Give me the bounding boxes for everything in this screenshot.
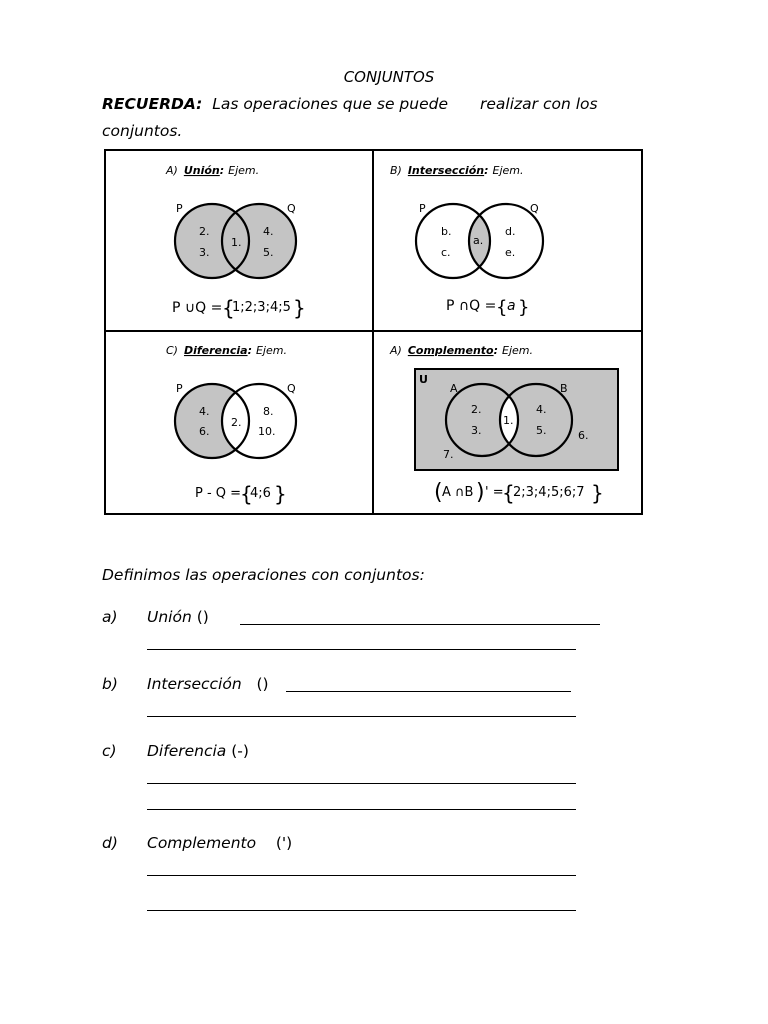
answer-line[interactable] bbox=[147, 910, 576, 911]
formula-set: 4;6 bbox=[250, 486, 271, 501]
item-symbol: (') bbox=[275, 834, 293, 852]
svg-text:A)Unión:Ejem.: A) Unión: Ejem. bbox=[166, 164, 260, 177]
recuerda-label: RECUERDA: bbox=[102, 95, 203, 113]
venn-element: 3. bbox=[199, 246, 210, 259]
set-label-q: Q bbox=[287, 202, 296, 215]
panel-ejem: Ejem. bbox=[228, 164, 260, 177]
recuerda-text-1: Las operaciones que se puede bbox=[212, 95, 448, 113]
recuerda-line bbox=[102, 95, 598, 113]
formula-lhs: P ∩Q = bbox=[446, 298, 497, 314]
venn-element: 4. bbox=[536, 403, 547, 416]
answer-line[interactable] bbox=[147, 716, 576, 717]
formula-lhs: P ∪Q = bbox=[172, 300, 223, 316]
svg-text:}: } bbox=[591, 481, 604, 505]
set-label-p: P bbox=[176, 202, 183, 215]
svg-text:}: } bbox=[293, 296, 306, 320]
answer-line[interactable] bbox=[147, 649, 576, 650]
venn-element: 7. bbox=[443, 448, 454, 461]
formula-set: 2;3;4;5;6;7 bbox=[513, 485, 585, 500]
panel-ejem: Ejem. bbox=[502, 344, 533, 357]
panel-name: Unión bbox=[183, 164, 220, 177]
svg-text:{: { bbox=[222, 296, 235, 320]
answer-line[interactable] bbox=[286, 691, 571, 692]
venn-element: 3. bbox=[471, 424, 482, 437]
page-title: CONJUNTOS bbox=[343, 68, 435, 86]
item-letter-text: b) bbox=[102, 675, 118, 693]
item-label bbox=[147, 834, 292, 852]
venn-element: 2. bbox=[471, 403, 482, 416]
recuerda-text-2: realizar con los bbox=[480, 95, 598, 113]
venn-element: 6. bbox=[578, 429, 589, 442]
panel-complemento bbox=[389, 344, 618, 505]
panel-letter: A) bbox=[166, 164, 178, 177]
set-label-b: B bbox=[560, 382, 568, 395]
venn-element: 2. bbox=[231, 416, 242, 429]
item-label bbox=[147, 742, 249, 760]
panel-interseccion bbox=[390, 164, 543, 318]
formula-lhs: A ∩B bbox=[442, 485, 474, 500]
panel-union bbox=[165, 164, 306, 320]
venn-element: 10. bbox=[258, 425, 276, 438]
item-letter bbox=[102, 608, 118, 626]
svg-text:B)Intersección:Ejem.: B) Intersección: Ejem. bbox=[390, 164, 524, 177]
item-symbol: (-) bbox=[231, 742, 249, 760]
item-label-text: Unión bbox=[147, 608, 192, 626]
venn-diagram-table bbox=[104, 149, 643, 515]
panel-name: Diferencia bbox=[183, 344, 248, 357]
answer-line[interactable] bbox=[147, 783, 576, 784]
item-symbol: () bbox=[196, 608, 209, 626]
panel-letter: B) bbox=[390, 164, 402, 177]
item-letter-text: c) bbox=[102, 742, 117, 760]
formula-set: a bbox=[507, 298, 516, 314]
formula-mid: ' = bbox=[485, 485, 504, 500]
set-label-p: P bbox=[176, 382, 183, 395]
definimos-heading: Definimos las operaciones con conjuntos: bbox=[102, 566, 425, 584]
answer-line[interactable] bbox=[147, 875, 576, 876]
svg-text:}: } bbox=[274, 482, 287, 506]
formula-set: 1;2;3;4;5 bbox=[232, 300, 291, 315]
panel-letter: C) bbox=[166, 344, 178, 357]
set-label-q: Q bbox=[287, 382, 296, 395]
item-letter-text: a) bbox=[102, 608, 118, 626]
universe-label: U bbox=[419, 373, 428, 386]
venn-element: e. bbox=[505, 246, 516, 259]
venn-element: 4. bbox=[199, 405, 210, 418]
item-letter bbox=[102, 675, 118, 693]
item-letter bbox=[102, 834, 118, 852]
venn-element: 5. bbox=[536, 424, 547, 437]
panel-diferencia bbox=[166, 344, 296, 506]
set-label-p: P bbox=[419, 202, 426, 215]
item-label-text: Complemento bbox=[147, 834, 257, 852]
panel-ejem: Ejem. bbox=[492, 164, 524, 177]
venn-element: 2. bbox=[199, 225, 210, 238]
svg-text:{: { bbox=[502, 481, 515, 505]
item-symbol: () bbox=[256, 675, 269, 693]
svg-text:): ) bbox=[476, 480, 485, 505]
venn-element: b. bbox=[441, 225, 452, 238]
item-label-text: Diferencia bbox=[147, 742, 227, 760]
formula-lhs: P - Q = bbox=[195, 486, 242, 501]
svg-text:(: ( bbox=[434, 480, 443, 505]
answer-line[interactable] bbox=[147, 809, 576, 810]
venn-element: 4. bbox=[263, 225, 274, 238]
venn-element: 5. bbox=[263, 246, 274, 259]
set-label-q: Q bbox=[530, 202, 539, 215]
venn-element: 1. bbox=[503, 414, 514, 427]
set-label-a: A bbox=[450, 382, 458, 395]
venn-element: c. bbox=[441, 246, 451, 259]
item-letter-text: d) bbox=[102, 834, 118, 852]
venn-element: 6. bbox=[199, 425, 210, 438]
svg-text:{: { bbox=[240, 482, 253, 506]
venn-element: d. bbox=[505, 225, 516, 238]
venn-element: 1. bbox=[231, 236, 242, 249]
svg-text:{: { bbox=[496, 297, 508, 318]
item-label bbox=[147, 608, 209, 626]
panel-name: Intersección bbox=[407, 164, 485, 177]
svg-text:C)Diferencia:Ejem.: C) Diferencia: Ejem. bbox=[166, 344, 287, 357]
venn-element: a. bbox=[473, 234, 484, 247]
panel-name: Complemento bbox=[407, 344, 494, 357]
panel-ejem: Ejem. bbox=[255, 344, 287, 357]
item-letter bbox=[102, 742, 117, 760]
recuerda-line-2: conjuntos. bbox=[102, 122, 183, 140]
item-label bbox=[147, 675, 269, 693]
item-label-text: Intersección bbox=[147, 675, 242, 693]
panel-letter: A) bbox=[390, 344, 402, 357]
svg-text:A)Complemento:Ejem.: A) Complemento: Ejem. bbox=[390, 344, 533, 357]
answer-line[interactable] bbox=[240, 624, 600, 625]
svg-text:}: } bbox=[518, 297, 530, 318]
venn-element: 8. bbox=[263, 405, 274, 418]
